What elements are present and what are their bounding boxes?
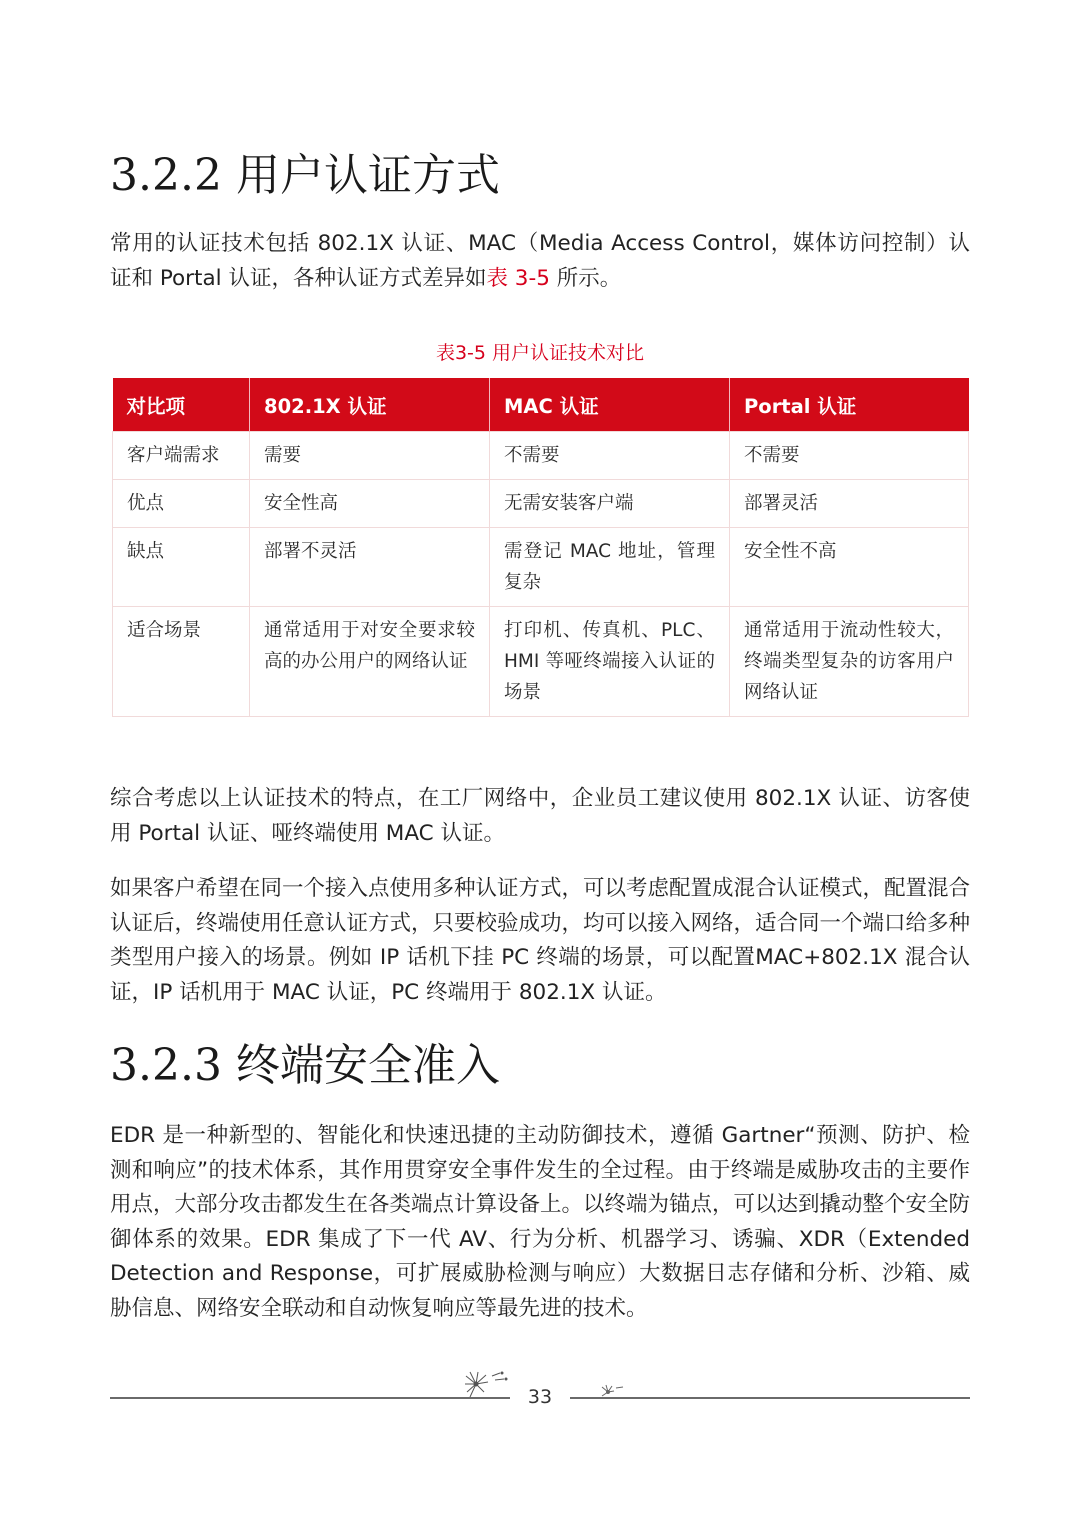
table-cell: 优点 [113,480,250,528]
table-cell: 部署灵活 [730,480,969,528]
table-cell: 客户端需求 [113,432,250,480]
footer-divider-right [570,1397,970,1399]
section-title: 终端安全准入 [235,1040,500,1091]
table-row [113,528,969,607]
mixed-auth-paragraph: 如果客户希望在同一个接入点使用多种认证方式，可以考虑配置成混合认证模式，配置混合认证后，终端使用任意认证方式，只要校验成功，均可以接入网络，适合同一个端口给多种类型用户接入的场景。例如 IP 话机下挂 PC 终端的场景，可以配置MAC+802.1X 混合认证，IP 话机用于 MAC 认证，PC 终端用于 802.1X 认证。 [110,876,971,1005]
table-cell: 需要 [250,432,490,480]
table-cell: 缺点 [113,528,250,607]
auth-comparison-table [112,378,969,717]
dandelion-seed-icon [600,1384,626,1398]
table-row [113,607,969,717]
table-cell: 安全性不高 [730,528,969,607]
edr-paragraph: EDR 是一种新型的、智能化和快速迅捷的主动防御技术，遵循 Gartner“预测、防护、检测和响应”的技术体系，其作用贯穿安全事件发生的全过程。由于终端是威胁攻击的主要作用点，大部分攻击都发生在各类端点计算设备上。以终端为锚点，可以达到撬动整个安全防御体系的效果。EDR 集成了下一代 AV、行为分析、机器学习、诱骗、XDR（Extended Detection and Response，可扩展威胁检测与响应）大数据日志存储和分析、沙箱、威胁信息、网络安全联动和自动恢复响应等最先进的技术。 [110,1123,971,1321]
table-cell: 安全性高 [250,480,490,528]
section-title: 用户认证方式 [235,150,500,201]
table-cell: 无需安装客户端 [490,480,730,528]
table-caption: 表3-5 用户认证技术对比 [435,342,645,364]
page-number: 33 [527,1386,553,1408]
summary-paragraph: 综合考虑以上认证技术的特点，在工厂网络中，企业员工建议使用 802.1X 认证、访客使用 Portal 认证、哑终端使用 MAC 认证。 [110,786,970,846]
section-number: 3.2.3 [110,1040,222,1091]
section-heading-3-2-2 [110,150,500,202]
intro-text: 常用的认证技术包括 802.1X 认证、MAC（Media Access Control，媒体访问控制）认证和 Portal 认证，各种认证方式差异如 [110,231,970,291]
header-cell: Portal 认证 [730,378,969,432]
intro-paragraph [110,227,970,296]
table-cell: 不需要 [490,432,730,480]
table-header-row [113,378,969,432]
table-reference-link[interactable]: 表 3-5 [486,265,550,291]
table-row [113,480,969,528]
header-cell: 对比项 [113,378,250,432]
header-cell: MAC 认证 [490,378,730,432]
section-heading-3-2-3 [110,1040,500,1092]
section-number: 3.2.2 [110,150,222,201]
intro-text-end: 所示。 [556,265,622,291]
table-cell: 适合场景 [113,607,250,717]
table-cell: 通常适用于对安全要求较高的办公用户的网络认证 [250,607,490,717]
table-cell: 打印机、传真机、PLC、HMI 等哑终端接入认证的场景 [490,607,730,717]
table-row [113,432,969,480]
table-cell: 不需要 [730,432,969,480]
dandelion-icon [462,1370,510,1400]
footer-divider-left [110,1397,510,1399]
header-cell: 802.1X 认证 [250,378,490,432]
table-cell: 通常适用于流动性较大，终端类型复杂的访客用户网络认证 [730,607,969,717]
table-cell: 需登记 MAC 地址，管理复杂 [490,528,730,607]
table-cell: 部署不灵活 [250,528,490,607]
